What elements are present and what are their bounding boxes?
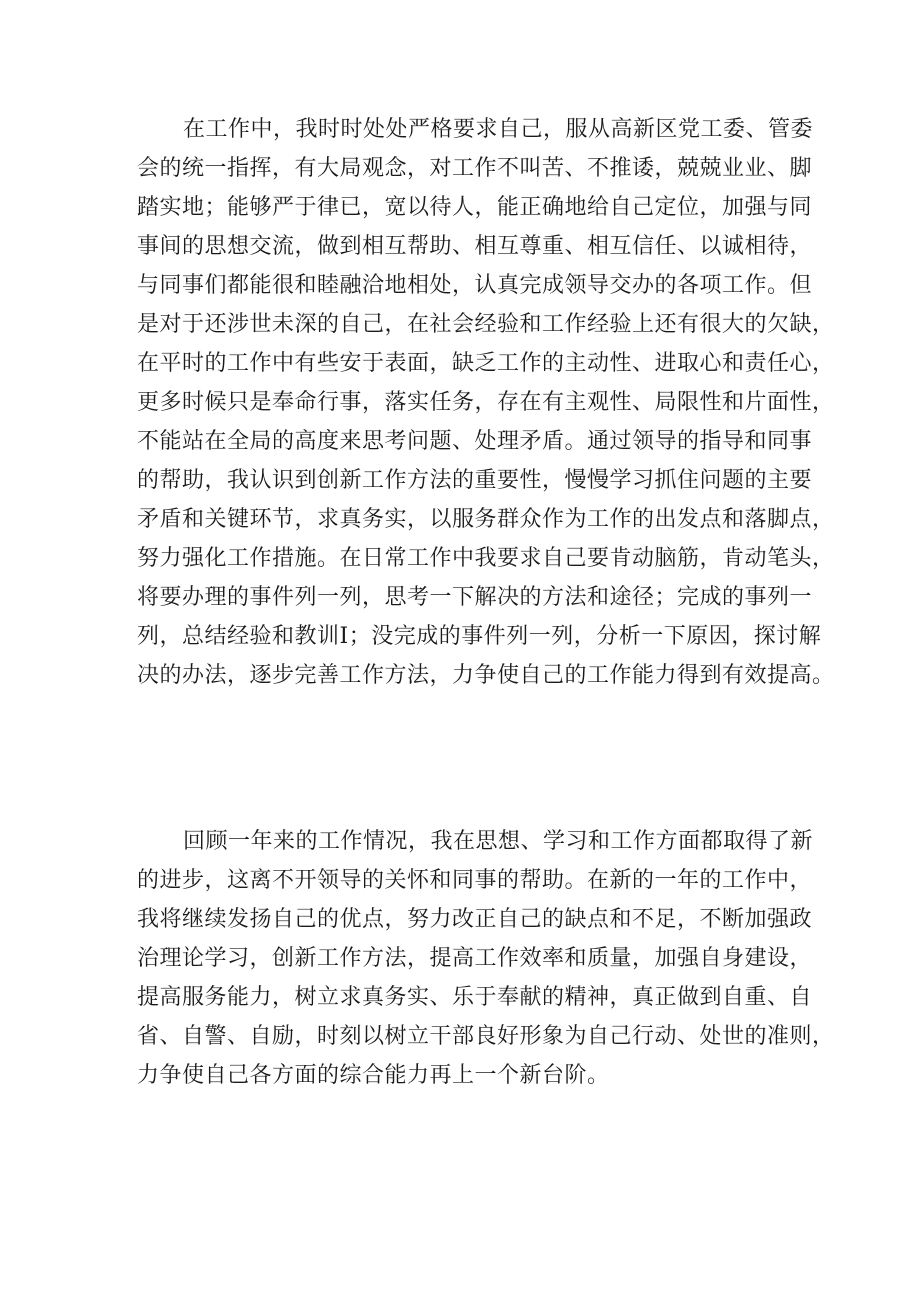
text-line: 事间的思想交流，做到相互帮助、相互尊重、相互信任、以诚相待， xyxy=(137,234,813,259)
text-line: 努力强化工作措施。在日常工作中我要求自己要肯动脑筋，肯动笔头， xyxy=(137,546,835,571)
text-line: 不能站在全局的高度来思考问题、处理矛盾。通过领导的指导和同事 xyxy=(137,429,813,454)
text-line: 是对于还涉世未深的自己，在社会经验和工作经验上还有很大的欠缺， xyxy=(137,312,835,337)
text-line: 力争使自己各方面的综合能力再上一个新台阶。 xyxy=(137,1063,610,1088)
text-line: 在工作中，我时时处处严格要求自己，服从高新区党工委、管委 xyxy=(183,117,814,142)
text-line: 的进步，这离不开领导的关怀和同事的帮助。在新的一年的工作中， xyxy=(137,868,813,893)
text-line: 列，总结经验和教训I；没完成的事件列一列，分析一下原因，探讨解 xyxy=(137,624,822,649)
paragraph-year-review xyxy=(137,822,835,1095)
text-line: 踏实地；能够严于律已，宽以待人，能正确地给自己定位，加强与同 xyxy=(137,195,813,220)
text-line: 回顾一年来的工作情况，我在思想、学习和工作方面都取得了新 xyxy=(183,829,814,854)
text-line: 我将继续发扬自己的优点，努力改正自己的缺点和不足，不断加强政 xyxy=(137,907,813,932)
text-line: 更多时候只是奉命行事，落实任务，存在有主观性、局限性和片面性， xyxy=(137,390,835,415)
text-line: 的帮助，我认识到创新工作方法的重要性，慢慢学习抓住问题的主要 xyxy=(137,468,813,493)
text-line: 在平时的工作中有些安于表面，缺乏工作的主动性、进取心和责任心， xyxy=(137,351,835,376)
paragraph-work-summary xyxy=(137,110,835,695)
text-line: 矛盾和关键环节，求真务实，以服务群众作为工作的出发点和落脚点， xyxy=(137,507,835,532)
text-line: 省、自警、自励，时刻以树立干部良好形象为自己行动、处世的准则， xyxy=(137,1024,835,1049)
text-line: 决的办法，逐步完善工作方法，力争使自己的工作能力得到有效提高。 xyxy=(137,663,835,688)
text-line: 治理论学习，创新工作方法，提高工作效率和质量，加强自身建设， xyxy=(137,946,813,971)
text-line: 将要办理的事件列一列，思考一下解决的方法和途径；完成的事列一 xyxy=(137,585,813,610)
text-line: 提高服务能力，树立求真务实、乐于奉献的精神，真正做到自重、自 xyxy=(137,985,813,1010)
text-line: 与同事们都能很和睦融洽地相处，认真完成领导交办的各项工作。但 xyxy=(137,273,813,298)
text-line: 会的统一指挥，有大局观念，对工作不叫苦、不推诿，兢兢业业、脚 xyxy=(137,156,813,181)
